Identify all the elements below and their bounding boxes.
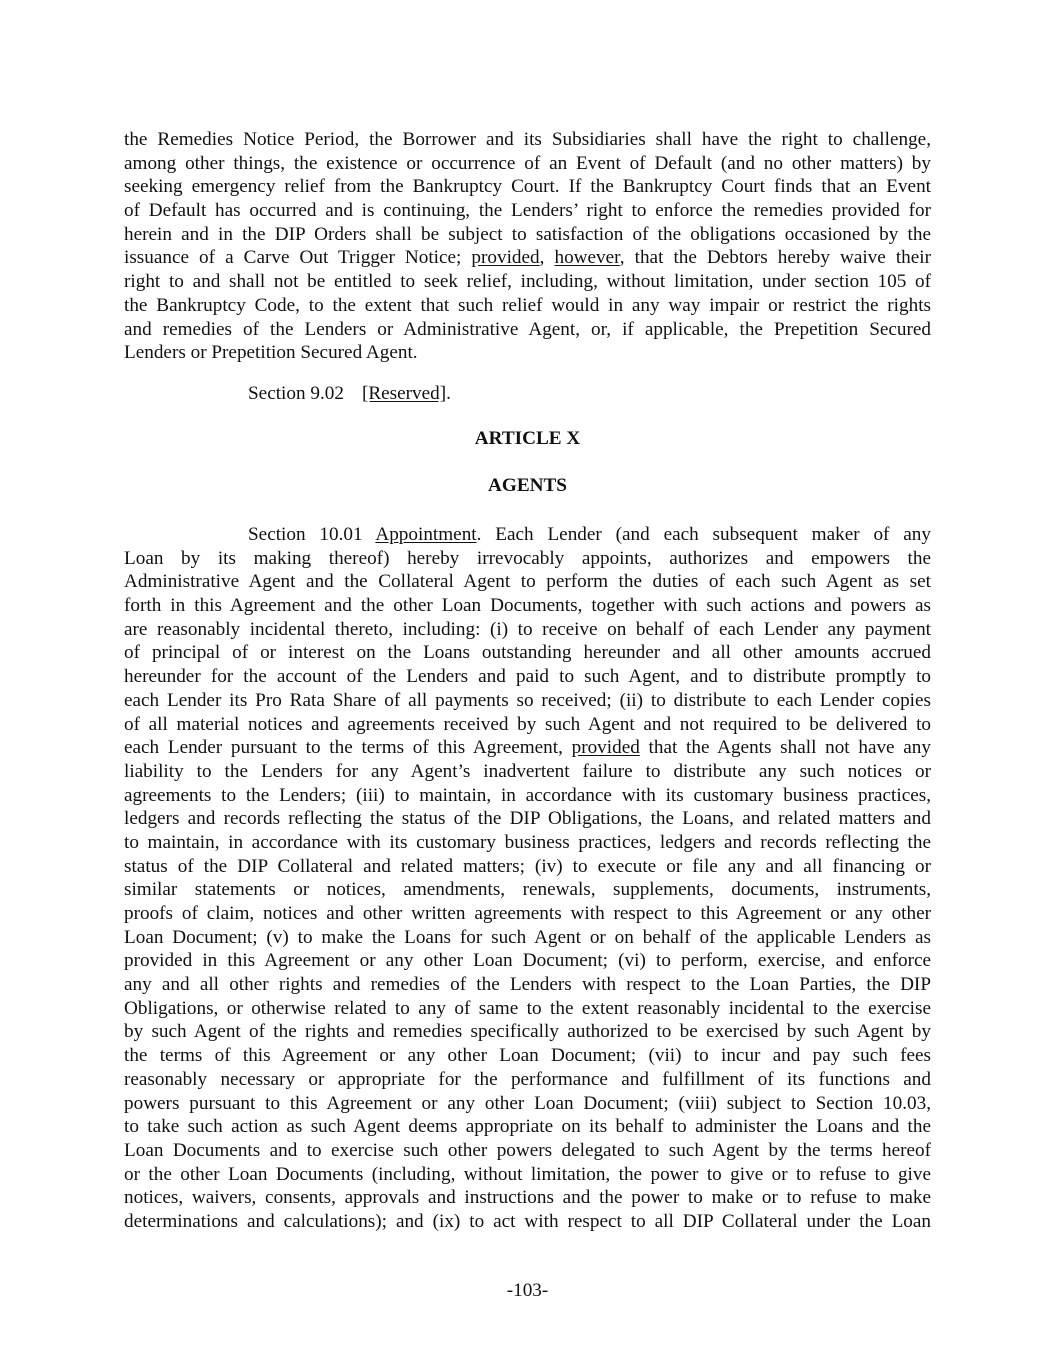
text-segment: or the other Loan Documents (including, without limitation, the power to give or to refuse to give [124, 1163, 931, 1185]
text-line [124, 175, 931, 199]
text-line [124, 902, 931, 926]
text-segment: to maintain, in accordance with its customary business practices, ledgers and records reflecting the [124, 831, 931, 853]
section-title: [Reserved] [361, 383, 447, 404]
text-line [124, 341, 931, 365]
text-segment: reasonably necessary or appropriate for the performance and fulfillment of its functions and [124, 1068, 931, 1090]
text-line [124, 270, 931, 294]
text-line [124, 1115, 931, 1139]
text-segment: the Remedies Notice Period, the Borrower and its Subsidiaries shall have the right to challenge, [124, 129, 931, 150]
text-segment: Obligations, or otherwise related to any of same to the extent reasonably incidental to the exercise [124, 997, 931, 1019]
text-segment: ledgers and records reflecting the status of the DIP Obligations, the Loans, and related matters and [124, 808, 931, 830]
text-line [124, 1092, 931, 1116]
text-segment: Administrative Agent and the Collateral Agent to perform the duties of each such Agent as set [124, 571, 931, 593]
text-segment: Loan by its making thereof) hereby irrevocably appoints, authorizes and empowers the [124, 547, 931, 569]
text-segment: powers pursuant to this Agreement or any other Loan Document; (viii) subject to Section 10.03, [124, 1092, 931, 1114]
section-number: Section 9.02 [248, 383, 344, 404]
text-segment: provided in this Agreement or any other Loan Document; (vi) to perform, exercise, and enforce [124, 950, 931, 972]
underlined-term: Appointment [375, 524, 477, 545]
underlined-term: however [554, 247, 620, 269]
text-line [124, 1210, 931, 1234]
text-line [124, 570, 931, 594]
article-title: AGENTS [488, 475, 567, 496]
text-segment: hereunder for the account of the Lenders and paid to such Agent, and to distribute promptly to [124, 666, 931, 688]
text-segment: right to and shall not be entitled to seek relief, including, without limitation, under section 105 of [124, 271, 931, 293]
text-line [124, 318, 931, 342]
text-line [124, 713, 931, 737]
text-line [124, 199, 931, 223]
text-line [124, 152, 931, 176]
text-segment: Loan Documents and to exercise such other powers delegated to such Agent by the terms hereof [124, 1139, 931, 1161]
text-segment: , [539, 247, 555, 269]
text-line [124, 665, 931, 689]
text-line [124, 523, 931, 547]
text-segment: , that the Debtors hereby waive their [619, 247, 931, 269]
underlined-term: provided [471, 247, 540, 269]
text-segment: to take such action as such Agent deems appropriate on its behalf to administer the Loans and the [124, 1116, 931, 1138]
text-line [124, 594, 931, 618]
text-segment: of principal of or interest on the Loans outstanding hereunder and all other amounts accrued [124, 642, 931, 664]
text-line [124, 926, 931, 950]
text-segment: seeking emergency relief from the Bankruptcy Court. If the Bankruptcy Court finds that an Event [124, 176, 931, 198]
underlined-term: provided [571, 737, 640, 759]
text-line [124, 641, 931, 665]
text-segment: notices, waivers, consents, approvals and instructions and the power to make or to refuse to make [124, 1187, 931, 1209]
text-segment: and remedies of the Lenders or Administrative Agent, or, if applicable, the Prepetition Secured [124, 318, 931, 340]
text-line [124, 807, 931, 831]
text-line [124, 760, 931, 784]
text-line [124, 618, 931, 642]
text-segment: Section 10.01 [248, 524, 376, 545]
text-segment: issuance of a Carve Out Trigger Notice; [124, 247, 472, 269]
paragraph-remedies [124, 128, 931, 365]
text-segment: determinations and calculations); and (ix) to act with respect to all DIP Collateral under the Loan [124, 1210, 931, 1232]
text-segment: forth in this Agreement and the other Loan Documents, together with such actions and powers as [124, 595, 931, 617]
text-line [124, 878, 931, 902]
article-heading: ARTICLE X [474, 428, 581, 449]
text-line [124, 949, 931, 973]
text-segment: are reasonably incidental thereto, including: (i) to receive on behalf of each Lender any payment [124, 618, 931, 640]
text-line [124, 1186, 931, 1210]
text-segment: liability to the Lenders for any Agent’s inadvertent failure to distribute any such notices or [124, 760, 931, 782]
text-line [124, 1044, 931, 1068]
text-segment: of all material notices and agreements received by such Agent and not required to be delivered to [124, 713, 931, 735]
page-number: -103- [506, 1280, 549, 1301]
text-line [124, 547, 931, 571]
text-line [124, 1020, 931, 1044]
text-line [124, 223, 931, 247]
text-segment: of Default has occurred and is continuing, the Lenders’ right to enforce the remedies provided for [124, 200, 931, 222]
text-segment: among other things, the existence or occurrence of an Event of Default (and no other matters) by [124, 152, 931, 174]
text-segment: proofs of claim, notices and other written agreements with respect to this Agreement or any other [124, 903, 931, 924]
text-line [124, 1139, 931, 1163]
text-line [124, 294, 931, 318]
text-segment: . Each Lender (and each subsequent maker of any [476, 524, 931, 545]
paragraph-appointment [124, 523, 931, 1234]
text-segment: the terms of this Agreement or any other Loan Document; (vii) to incur and pay such fees [124, 1045, 931, 1067]
text-segment: similar statements or notices, amendments, renewals, supplements, documents, instruments, [124, 879, 931, 901]
text-segment: any and all other rights and remedies of the Lenders with respect to the Loan Parties, the DIP [124, 974, 931, 996]
text-segment: each Lender pursuant to the terms of this Agreement, [124, 737, 572, 759]
text-line [124, 1163, 931, 1187]
section-9-02 [248, 383, 451, 405]
text-segment: herein and in the DIP Orders shall be subject to satisfaction of the obligations occasioned by the [124, 223, 931, 245]
text-segment: the Bankruptcy Code, to the extent that such relief would in any way impair or restrict the rights [124, 294, 931, 316]
text-segment: status of the DIP Collateral and related matters; (iv) to execute or file any and all financing or [124, 855, 931, 877]
text-line [124, 689, 931, 713]
text-line [124, 246, 931, 270]
text-line [124, 1068, 931, 1092]
text-line [124, 128, 931, 152]
text-segment: agreements to the Lenders; (iii) to maintain, in accordance with its customary business practices, [124, 784, 931, 806]
text-line [124, 784, 931, 808]
text-segment: that the Agents shall not have any [639, 737, 931, 759]
text-segment: each Lender its Pro Rata Share of all payments so received; (ii) to distribute to each Lender copies [124, 689, 931, 711]
section-punctuation: . [446, 383, 451, 404]
text-segment: by such Agent of the rights and remedies specifically authorized to be exercised by such Agent by [124, 1021, 931, 1043]
text-line [124, 736, 931, 760]
text-line [124, 973, 931, 997]
text-segment: Lenders or Prepetition Secured Agent. [124, 342, 418, 364]
text-line [124, 855, 931, 879]
text-line [124, 997, 931, 1021]
text-line [124, 831, 931, 855]
text-segment: Loan Document; (v) to make the Loans for such Agent or on behalf of the applicable Lenders as [124, 926, 931, 948]
